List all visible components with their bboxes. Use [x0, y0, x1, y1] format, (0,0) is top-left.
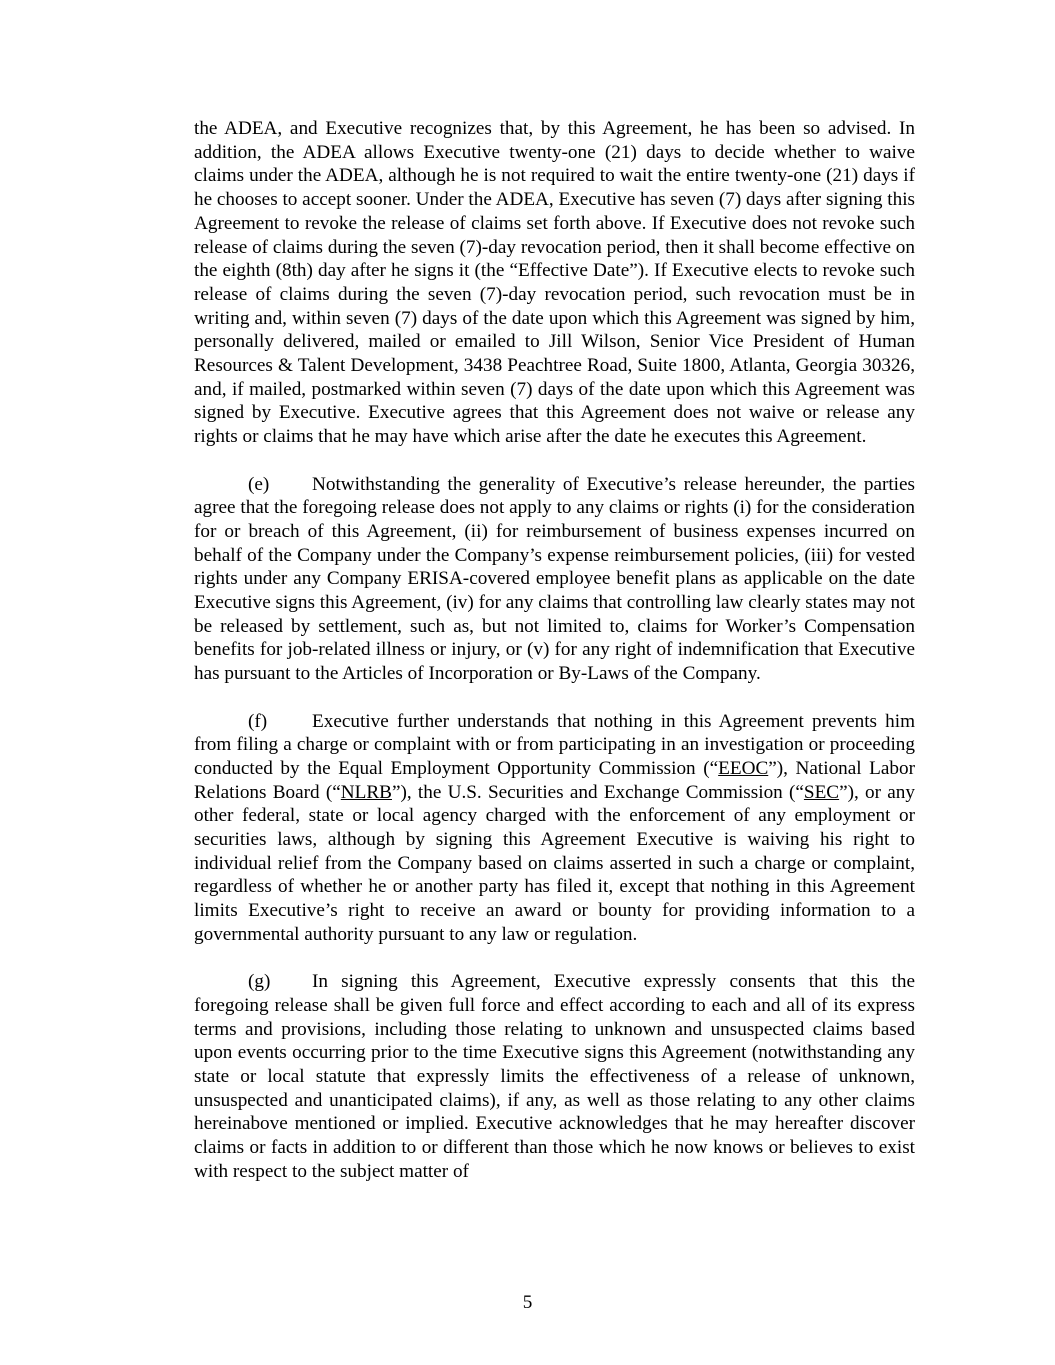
page-number: 5	[522, 1292, 533, 1313]
paragraph-f-text-3: ”), the U.S. Securities and Exchange Commission (“	[391, 781, 804, 803]
paragraph-g-text: In signing this Agreement, Executive expressly consents that this the foregoing release shall be given full force and effect according to each and all of its express terms and provisions, including those relating to unknown and unsuspected claims based upon events occurring prior to the time Executive signs this Agreement (notwithstanding any state or local statute that expressly limits the effectiveness of a release of unknown, unsuspected and unanticipated claims), if any, as well as those relating to any other claims hereinabove mentioned or implied. Executive acknowledges that he may hereafter discover claims or facts in addition to or different than those which he now knows or believes to exist with respect to the subject matter of	[194, 971, 915, 1182]
paragraph-f-text-4: ”), or any other federal, state or local agency charged with the enforcement of any employment or securities laws, although by signing this Agreement Executive is waiving his right to individual relief from the Company based on claims asserted in such a charge or complaint, regardless of whether he or another party has filed it, except that nothing in this Agreement limits Executive’s right to receive an award or bounty for providing information to a governmental authority pursuant to any law or regulation.	[194, 781, 915, 945]
paragraph-d-continued: the ADEA, and Executive recognizes that, by this Agreement, he has been so advised. In addition, the ADEA allows Executive twenty-one (21) days to decide whether to waive claims under the ADEA, although he is not required to wait the entire twenty-one (21) days if he chooses to accept sooner. Under the ADEA, Executive has seven (7) days after signing this Agreement to revoke the release of claims set forth above. If Executive does not revoke such release of claims during the seven (7)-day revocation period, then it shall become effective on the eighth (8th) day after he signs it (the “Effective Date”). If Executive elects to revoke such release of claims during the seven (7)-day revocation period, such revocation must be in writing and, within seven (7) days of the date upon which this Agreement was signed by him, personally delivered, mailed or emailed to Jill Wilson, Senior Vice President of Human Resources & Talent Development, 3438 Peachtree Road, Suite 1800, Atlanta, Georgia 30326, and, if mailed, postmarked within seven (7) days of the date upon which this Agreement was signed by Executive. Executive agrees that this Agreement does not waive or release any rights or claims that he may have which arise after the date he executes this Agreement.	[194, 118, 915, 448]
paragraph-e	[194, 473, 915, 686]
defined-term-nlrb: NLRB	[340, 781, 392, 803]
paragraph-f-marker: (f)	[248, 710, 268, 732]
paragraph-f-text-2: ”), National Labor Relations Board (“	[194, 757, 915, 803]
paragraph-g-marker: (g)	[248, 971, 271, 993]
paragraph-f	[194, 710, 915, 947]
defined-term-sec: SEC	[803, 781, 840, 803]
paragraph-e-text: Notwithstanding the generality of Executive’s release hereunder, the parties agree that the foregoing release does not apply to any claims or rights (i) for the consideration for or breach of this Agreement, (ii) for reimbursement of business expenses incurred on behalf of the Company under the Company’s expense reimbursement policies, (iii) for vested rights under any Company ERISA-covered employee benefit plans as applicable on the date Executive signs this Agreement, (iv) for any claims that controlling law clearly states may not be released by settlement, such as, but not limited to, claims for Worker’s Compensation benefits for job-related illness or injury, or (v) for any right of indemnification that Executive has pursuant to the Articles of Incorporation or By-Laws of the Company.	[194, 473, 915, 685]
document-body	[194, 117, 915, 1184]
paragraph-g	[194, 970, 915, 1183]
paragraph-f-text-1: Executive further understands that nothing in this Agreement prevents him from filing a charge or complaint with or from participating in an investigation or proceeding conducted by the Equal Employment Opportunity Commission (“	[194, 710, 915, 779]
defined-term-eeoc: EEOC	[718, 757, 769, 779]
paragraph-e-marker: (e)	[248, 473, 270, 495]
